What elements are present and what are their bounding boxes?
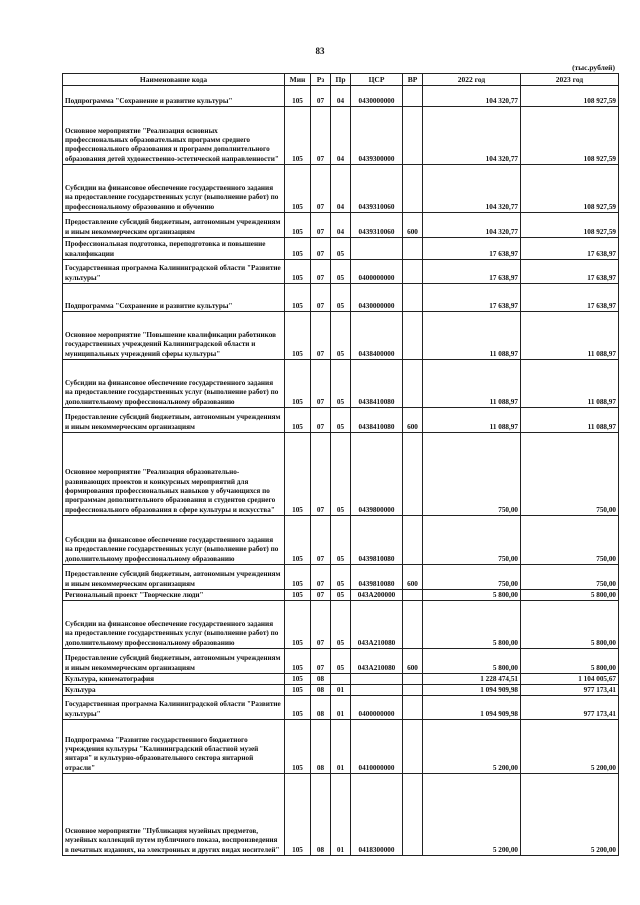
cell-rz: 07: [311, 601, 331, 649]
cell-min: 105: [285, 260, 311, 284]
table-row: [63, 674, 619, 685]
table-row: [63, 408, 619, 433]
cell-min: 105: [285, 696, 311, 720]
cell-year-2023: 11 088,97: [521, 312, 619, 360]
cell-min: 105: [285, 284, 311, 312]
cell-pr: 05: [331, 649, 351, 674]
table-row: [63, 238, 619, 260]
cell-pr: 05: [331, 516, 351, 565]
cell-min: 105: [285, 565, 311, 590]
cell-name: Профессиональная подготовка, переподготовка и повышение квалификации: [63, 238, 285, 260]
cell-min: 105: [285, 360, 311, 408]
cell-pr: 04: [331, 107, 351, 165]
table-row: [63, 685, 619, 696]
cell-name: Основное мероприятие "Публикация музейных предметов, музейных коллекций путем публичного показа, воспроизведения в печатных изданиях, на электронных и других видах носителей": [63, 774, 285, 856]
table-row: [63, 516, 619, 565]
cell-csr: 0439810080: [351, 516, 403, 565]
cell-min: 105: [285, 774, 311, 856]
cell-year-2022: 5 800,00: [423, 649, 521, 674]
cell-name: Субсидии на финансовое обеспечение государственного задания на предоставление государственных услуг (выполнение работ) по профессиональному образованию и обучению: [63, 165, 285, 213]
cell-pr: [331, 674, 351, 685]
cell-year-2022: 1 094 909,98: [423, 696, 521, 720]
cell-year-2022: 5 200,00: [423, 774, 521, 856]
cell-pr: 05: [331, 433, 351, 516]
cell-year-2023: 17 638,97: [521, 260, 619, 284]
cell-min: 105: [285, 238, 311, 260]
cell-year-2023: 5 200,00: [521, 774, 619, 856]
cell-year-2023: 5 800,00: [521, 601, 619, 649]
cell-year-2023: 5 800,00: [521, 649, 619, 674]
cell-csr: [351, 238, 403, 260]
table-row: [63, 649, 619, 674]
cell-pr: 05: [331, 238, 351, 260]
cell-csr: 0439810080: [351, 565, 403, 590]
table-row: [63, 565, 619, 590]
cell-vr: 600: [403, 213, 423, 238]
cell-vr: [403, 238, 423, 260]
cell-rz: 07: [311, 260, 331, 284]
header-vr: ВР: [403, 74, 423, 86]
cell-rz: 08: [311, 674, 331, 685]
table-row: [63, 601, 619, 649]
cell-csr: 043А200000: [351, 590, 403, 601]
cell-min: 105: [285, 107, 311, 165]
cell-csr: 0438410080: [351, 360, 403, 408]
cell-year-2022: 5 800,00: [423, 601, 521, 649]
cell-pr: 04: [331, 213, 351, 238]
cell-name: Подпрограмма "Сохранение и развитие культуры": [63, 86, 285, 107]
table-row: [63, 284, 619, 312]
header-name: Наименование кода: [63, 74, 285, 86]
cell-year-2023: 108 927,59: [521, 107, 619, 165]
cell-rz: 07: [311, 86, 331, 107]
cell-name: Предоставление субсидий бюджетным, автономным учреждениям и иным некоммерческим организациям: [63, 213, 285, 238]
cell-year-2023: 1 104 005,67: [521, 674, 619, 685]
cell-vr: 600: [403, 408, 423, 433]
cell-name: Подпрограмма "Развитие государственного бюджетного учреждения культуры "Калининградский областной музей янтаря" и культурно-образовательного сектора янтарной отрасли": [63, 720, 285, 774]
cell-year-2022: 104 320,77: [423, 107, 521, 165]
cell-rz: 07: [311, 590, 331, 601]
cell-year-2023: 750,00: [521, 433, 619, 516]
table-row: [63, 433, 619, 516]
cell-min: 105: [285, 165, 311, 213]
cell-csr: 0438410080: [351, 408, 403, 433]
cell-csr: [351, 674, 403, 685]
cell-vr: [403, 284, 423, 312]
cell-year-2022: 104 320,77: [423, 165, 521, 213]
cell-pr: 05: [331, 260, 351, 284]
cell-rz: 07: [311, 312, 331, 360]
cell-rz: 08: [311, 720, 331, 774]
cell-name: Предоставление субсидий бюджетным, автономным учреждениям и иным некоммерческим организациям: [63, 408, 285, 433]
cell-csr: [351, 685, 403, 696]
cell-rz: 07: [311, 433, 331, 516]
cell-min: 105: [285, 590, 311, 601]
cell-year-2023: 977 173,41: [521, 685, 619, 696]
cell-rz: 08: [311, 696, 331, 720]
cell-vr: 600: [403, 565, 423, 590]
cell-name: Предоставление субсидий бюджетным, автономным учреждениям и иным некоммерческим организациям: [63, 649, 285, 674]
table-row: [63, 774, 619, 856]
cell-name: Культура, кинематография: [63, 674, 285, 685]
table-row: [63, 165, 619, 213]
cell-csr: 0430000000: [351, 86, 403, 107]
cell-rz: 07: [311, 649, 331, 674]
cell-min: 105: [285, 408, 311, 433]
cell-year-2023: 17 638,97: [521, 238, 619, 260]
cell-name: Региональный проект "Творческие люди": [63, 590, 285, 601]
cell-vr: [403, 165, 423, 213]
cell-year-2022: 750,00: [423, 433, 521, 516]
table-row: [63, 312, 619, 360]
cell-year-2023: 750,00: [521, 516, 619, 565]
cell-rz: 07: [311, 213, 331, 238]
cell-pr: 05: [331, 360, 351, 408]
units-label: (тыс.рублей): [572, 63, 615, 72]
cell-min: 105: [285, 649, 311, 674]
header-rz: Рз: [311, 74, 331, 86]
cell-vr: [403, 720, 423, 774]
cell-csr: 0439300000: [351, 107, 403, 165]
cell-rz: 08: [311, 685, 331, 696]
cell-year-2022: 750,00: [423, 516, 521, 565]
cell-vr: [403, 433, 423, 516]
cell-csr: 0430000000: [351, 284, 403, 312]
cell-vr: [403, 86, 423, 107]
cell-name: Основное мероприятие "Повышение квалификации работников государственных учреждений Калининградской области и муниципальных учреждений сферы культуры": [63, 312, 285, 360]
cell-pr: 05: [331, 590, 351, 601]
cell-pr: 01: [331, 774, 351, 856]
cell-year-2023: 108 927,59: [521, 213, 619, 238]
cell-min: 105: [285, 433, 311, 516]
cell-pr: 01: [331, 685, 351, 696]
cell-year-2023: 108 927,59: [521, 165, 619, 213]
cell-min: 105: [285, 685, 311, 696]
cell-name: Государственная программа Калининградской области "Развитие культуры": [63, 260, 285, 284]
cell-vr: [403, 774, 423, 856]
cell-year-2022: 1 228 474,51: [423, 674, 521, 685]
table-row: [63, 260, 619, 284]
cell-rz: 07: [311, 408, 331, 433]
cell-year-2023: 17 638,97: [521, 284, 619, 312]
cell-min: 105: [285, 674, 311, 685]
cell-vr: [403, 601, 423, 649]
cell-rz: 07: [311, 284, 331, 312]
cell-year-2022: 11 088,97: [423, 408, 521, 433]
cell-vr: [403, 107, 423, 165]
cell-csr: 0400000000: [351, 260, 403, 284]
cell-year-2023: 5 800,00: [521, 590, 619, 601]
cell-year-2022: 17 638,97: [423, 260, 521, 284]
cell-year-2022: 5 200,00: [423, 720, 521, 774]
cell-name: Основное мероприятие "Реализация образовательно-развивающих проектов и конкурсных мероприятий для формирования профессиональных навыков у обучающихся по программам дополнительного образования и студентов среднего профессионального образования в сфере культуры и искусства": [63, 433, 285, 516]
cell-min: 105: [285, 601, 311, 649]
cell-vr: [403, 685, 423, 696]
cell-csr: 043А210080: [351, 649, 403, 674]
cell-csr: 0410000000: [351, 720, 403, 774]
cell-rz: 07: [311, 360, 331, 408]
header-min: Мин: [285, 74, 311, 86]
cell-csr: 043А210080: [351, 601, 403, 649]
table-row: [63, 720, 619, 774]
cell-vr: [403, 260, 423, 284]
cell-year-2023: 11 088,97: [521, 360, 619, 408]
cell-vr: [403, 312, 423, 360]
cell-year-2023: 5 200,00: [521, 720, 619, 774]
cell-year-2022: 11 088,97: [423, 360, 521, 408]
cell-csr: 0418300000: [351, 774, 403, 856]
cell-year-2022: 1 094 909,98: [423, 685, 521, 696]
cell-csr: 0438400000: [351, 312, 403, 360]
table-row: [63, 360, 619, 408]
header-csr: ЦСР: [351, 74, 403, 86]
cell-name: Основное мероприятие "Реализация основных профессиональных образовательных программ среднего профессионального образования и программ дополнительного образования детей художественно-эстетической направленности": [63, 107, 285, 165]
cell-pr: 01: [331, 696, 351, 720]
cell-pr: 05: [331, 601, 351, 649]
cell-rz: 07: [311, 565, 331, 590]
table-header-row: [63, 74, 619, 86]
cell-vr: [403, 696, 423, 720]
cell-year-2022: 750,00: [423, 565, 521, 590]
cell-year-2022: 17 638,97: [423, 238, 521, 260]
cell-rz: 07: [311, 165, 331, 213]
table-row: [63, 86, 619, 107]
cell-pr: 05: [331, 312, 351, 360]
header-pr: Пр: [331, 74, 351, 86]
cell-year-2023: 750,00: [521, 565, 619, 590]
table-row: [63, 696, 619, 720]
cell-pr: 04: [331, 165, 351, 213]
cell-year-2022: 5 800,00: [423, 590, 521, 601]
table-row: [63, 213, 619, 238]
cell-name: Субсидии на финансовое обеспечение государственного задания на предоставление государственных услуг (выполнение работ) по дополнительному профессиональному образованию: [63, 360, 285, 408]
cell-year-2023: 108 927,59: [521, 86, 619, 107]
table-row: [63, 107, 619, 165]
cell-vr: [403, 674, 423, 685]
cell-min: 105: [285, 312, 311, 360]
page-number: 83: [315, 46, 325, 56]
cell-name: Культура: [63, 685, 285, 696]
table-row: [63, 590, 619, 601]
cell-year-2023: 11 088,97: [521, 408, 619, 433]
cell-min: 105: [285, 720, 311, 774]
header-year-2022: 2022 год: [423, 74, 521, 86]
cell-vr: [403, 590, 423, 601]
cell-csr: 0439310060: [351, 165, 403, 213]
cell-csr: 0400000000: [351, 696, 403, 720]
cell-year-2023: 977 173,41: [521, 696, 619, 720]
table-body: [63, 86, 619, 856]
cell-pr: 05: [331, 284, 351, 312]
budget-table: [62, 73, 619, 856]
cell-rz: 07: [311, 516, 331, 565]
cell-csr: 0439800000: [351, 433, 403, 516]
cell-vr: 600: [403, 649, 423, 674]
cell-min: 105: [285, 213, 311, 238]
cell-rz: 07: [311, 107, 331, 165]
header-year-2023: 2023 год: [521, 74, 619, 86]
cell-rz: 08: [311, 774, 331, 856]
cell-year-2022: 104 320,77: [423, 86, 521, 107]
cell-csr: 0439310060: [351, 213, 403, 238]
cell-vr: [403, 360, 423, 408]
cell-pr: 05: [331, 408, 351, 433]
cell-name: Субсидии на финансовое обеспечение государственного задания на предоставление государственных услуг (выполнение работ) по дополнительному профессиональному образованию: [63, 601, 285, 649]
cell-min: 105: [285, 516, 311, 565]
cell-vr: [403, 516, 423, 565]
cell-name: Подпрограмма "Сохранение и развитие культуры": [63, 284, 285, 312]
cell-name: Государственная программа Калининградской области "Развитие культуры": [63, 696, 285, 720]
cell-year-2022: 11 088,97: [423, 312, 521, 360]
cell-name: Предоставление субсидий бюджетным, автономным учреждениям и иным некоммерческим организациям: [63, 565, 285, 590]
cell-rz: 07: [311, 238, 331, 260]
cell-year-2022: 17 638,97: [423, 284, 521, 312]
cell-pr: 05: [331, 565, 351, 590]
cell-pr: 04: [331, 86, 351, 107]
cell-min: 105: [285, 86, 311, 107]
cell-year-2022: 104 320,77: [423, 213, 521, 238]
cell-pr: 01: [331, 720, 351, 774]
cell-name: Субсидии на финансовое обеспечение государственного задания на предоставление государственных услуг (выполнение работ) по дополнительному профессиональному образованию: [63, 516, 285, 565]
